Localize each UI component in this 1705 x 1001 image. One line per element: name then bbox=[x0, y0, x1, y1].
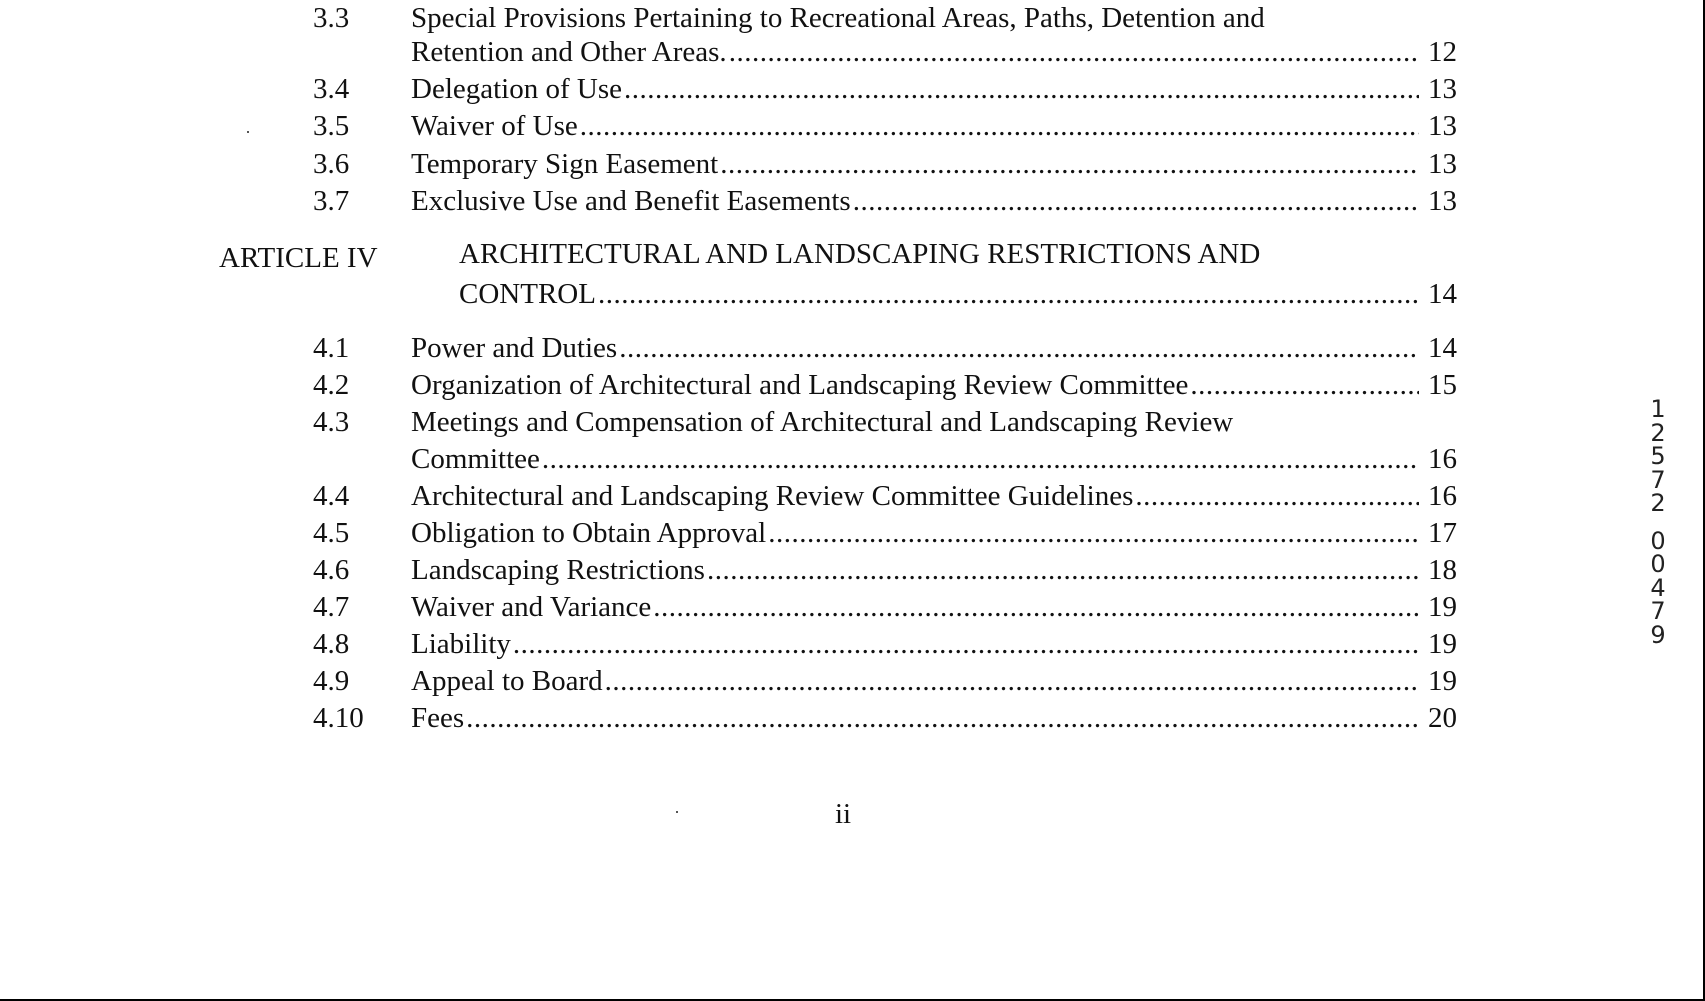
stamp-digit: 7 bbox=[1650, 597, 1666, 625]
toc-entry-page: 20 bbox=[1428, 702, 1457, 734]
toc-entry-page: 16 bbox=[1428, 443, 1457, 475]
toc-entry-title-line: Delegation of Use bbox=[411, 73, 622, 105]
toc-entry-number: 3.6 bbox=[313, 148, 350, 180]
toc-entry-title-line: Fees bbox=[411, 702, 465, 734]
toc-entry-number: 4.5 bbox=[313, 517, 350, 549]
toc-entry-page: 12 bbox=[1428, 36, 1457, 68]
toc-entry-title-line: Architectural and Landscaping Review Committee Guidelines bbox=[411, 480, 1134, 512]
stamp-digit: 4 bbox=[1650, 573, 1666, 602]
toc-entry-leader-line bbox=[411, 146, 1457, 182]
toc-entry-leader-line bbox=[411, 34, 1457, 70]
recording-number-stamp bbox=[1640, 395, 1676, 649]
toc-entry-number: 4.10 bbox=[313, 702, 364, 734]
dot-leader bbox=[619, 330, 1419, 366]
dot-leader bbox=[653, 589, 1419, 625]
toc-entry-number: 4.2 bbox=[313, 369, 350, 401]
toc-entry-title-line: Organization of Architectural and Landscaping Review Committee bbox=[411, 369, 1189, 401]
toc-entry-number: 3.4 bbox=[313, 73, 350, 105]
toc-entry-leader-line bbox=[411, 589, 1457, 625]
dot-leader bbox=[853, 183, 1419, 219]
toc-entry-page: 15 bbox=[1428, 369, 1457, 401]
toc-entry-leader-line bbox=[411, 183, 1457, 219]
toc-entry-page: 13 bbox=[1428, 110, 1457, 142]
toc-entry-leader-line bbox=[411, 330, 1457, 366]
dot-leader bbox=[729, 34, 1419, 70]
toc-entry-leader-line bbox=[411, 441, 1457, 477]
toc-entry-leader-line bbox=[411, 108, 1457, 144]
toc-entry-leader-line bbox=[411, 663, 1457, 699]
toc-entry-page: 18 bbox=[1428, 554, 1457, 586]
toc-entry-number: 4.4 bbox=[313, 480, 350, 512]
stamp-digit: 0 bbox=[1650, 526, 1666, 555]
toc-entry-page: 14 bbox=[1428, 278, 1457, 310]
dot-leader bbox=[1135, 478, 1419, 514]
dot-leader bbox=[624, 71, 1419, 107]
toc-entry-title-line: Committee bbox=[411, 443, 540, 475]
toc-entry-title-line: Retention and Other Areas. bbox=[411, 36, 727, 68]
dot-leader bbox=[598, 276, 1419, 312]
dot-leader bbox=[768, 515, 1419, 551]
dot-leader bbox=[707, 552, 1419, 588]
article-title-line: ARCHITECTURAL AND LANDSCAPING RESTRICTIONS AND bbox=[459, 238, 1261, 270]
stamp-digit: 1 bbox=[1650, 395, 1666, 423]
toc-entry-title-line: Power and Duties bbox=[411, 332, 618, 364]
toc-entry-page: 14 bbox=[1428, 332, 1457, 364]
stamp-digit: 2 bbox=[1650, 489, 1666, 517]
dot-leader bbox=[513, 626, 1419, 662]
toc-entry-number: 4.3 bbox=[313, 406, 350, 438]
toc-entry-title-line: Obligation to Obtain Approval bbox=[411, 517, 767, 549]
toc-entry-title-line: Special Provisions Pertaining to Recreational Areas, Paths, Detention and bbox=[411, 2, 1265, 34]
stamp-digit: 2 bbox=[1650, 418, 1666, 447]
stamp-digit: 5 bbox=[1650, 442, 1666, 470]
scan-speck bbox=[676, 811, 678, 813]
toc-entry-number: 3.5 bbox=[313, 110, 350, 142]
toc-entry-number: 3.3 bbox=[313, 2, 350, 34]
toc-entry-page: 19 bbox=[1428, 665, 1457, 697]
toc-entry-number: 3.7 bbox=[313, 185, 350, 217]
toc-entry-page: 13 bbox=[1428, 148, 1457, 180]
toc-entry-title-line: Appeal to Board bbox=[411, 665, 603, 697]
toc-entry-leader-line bbox=[459, 276, 1457, 312]
toc-entry-page: 19 bbox=[1428, 628, 1457, 660]
stamp-digit: 0 bbox=[1650, 550, 1666, 578]
dot-leader bbox=[580, 108, 1419, 144]
dot-leader bbox=[466, 700, 1419, 736]
toc-entry-title-line: Temporary Sign Easement bbox=[411, 148, 719, 180]
dot-leader bbox=[720, 146, 1419, 182]
toc-entry-page: 19 bbox=[1428, 591, 1457, 623]
toc-entry-number: 4.9 bbox=[313, 665, 350, 697]
toc-entry-number: 4.1 bbox=[313, 332, 350, 364]
toc-entry-page: 16 bbox=[1428, 480, 1457, 512]
toc-entry-title-line: Waiver and Variance bbox=[411, 591, 652, 623]
dot-leader bbox=[605, 663, 1419, 699]
toc-entry-leader-line bbox=[411, 71, 1457, 107]
toc-entry-title-line: Meetings and Compensation of Architectural and Landscaping Review bbox=[411, 406, 1234, 438]
toc-entry-title-line: Waiver of Use bbox=[411, 110, 578, 142]
toc-entry-page: 13 bbox=[1428, 185, 1457, 217]
stamp-digit: 9 bbox=[1650, 620, 1666, 649]
toc-entry-leader-line bbox=[411, 515, 1457, 551]
dot-leader bbox=[542, 441, 1419, 477]
page-number-footer: ii bbox=[835, 798, 852, 830]
scan-speck bbox=[247, 131, 249, 133]
toc-entry-leader-line bbox=[411, 478, 1457, 514]
toc-entry-page: 17 bbox=[1428, 517, 1457, 549]
toc-entry-number: 4.6 bbox=[313, 554, 350, 586]
toc-entry-leader-line bbox=[411, 552, 1457, 588]
toc-entry-page: 13 bbox=[1428, 73, 1457, 105]
article-label: ARTICLE IV bbox=[219, 242, 378, 274]
stamp-digit: 7 bbox=[1650, 465, 1666, 494]
article-title-line: CONTROL bbox=[459, 278, 596, 310]
toc-entry-leader-line bbox=[411, 700, 1457, 736]
dot-leader bbox=[1190, 367, 1419, 403]
toc-entry-title-line: Exclusive Use and Benefit Easements bbox=[411, 185, 851, 217]
toc-entry-leader-line bbox=[411, 626, 1457, 662]
toc-entry-number: 4.8 bbox=[313, 628, 350, 660]
toc-entry-number: 4.7 bbox=[313, 591, 350, 623]
toc-entry-title-line: Landscaping Restrictions bbox=[411, 554, 705, 586]
toc-entry-title-line: Liability bbox=[411, 628, 511, 660]
toc-entry-leader-line bbox=[411, 367, 1457, 403]
